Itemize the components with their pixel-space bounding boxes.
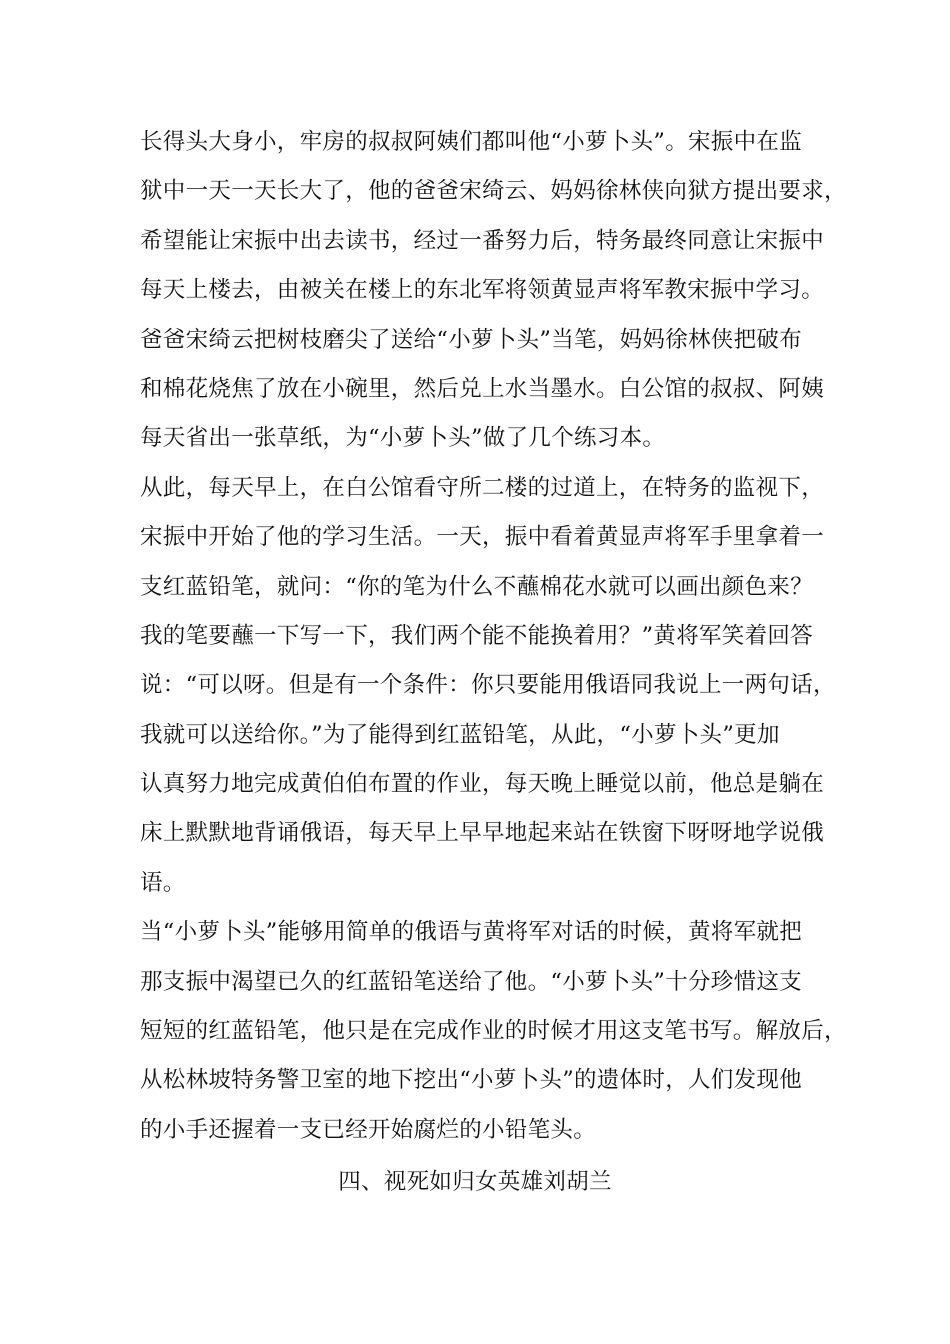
paragraph-3	[140, 908, 847, 1155]
paragraph-2	[140, 464, 840, 909]
body-text	[140, 118, 847, 1155]
text-line: 的小手还握着一支已经开始腐烂的小铅笔头。	[140, 1116, 597, 1143]
text-line: 语。	[140, 869, 186, 896]
text-line: 当“小萝卜头”能够用简单的俄语与黄将军对话的时候，黄将军就把	[140, 919, 803, 946]
section-heading: 四、视死如归女英雄刘胡兰	[338, 1169, 612, 1195]
text-line: 从松林坡特务警卫室的地下挖出“小萝卜头”的遗体时，人们发现他	[140, 1067, 803, 1094]
paragraph-1	[140, 118, 847, 464]
text-line: 那支振中渴望已久的红蓝铅笔送给了他。“小萝卜头”十分珍惜这支	[140, 968, 803, 995]
text-line: 床上默默地背诵俄语，每天早上早早地起来站在铁窗下呀呀地学说俄	[140, 820, 825, 847]
text-line: 长得头大身小，牢房的叔叔阿姨们都叫他“小萝卜头”。宋振中在监	[140, 129, 803, 155]
text-line: 短短的红蓝铅笔，他只是在完成作业的时候才用这支笔书写。解放后，	[140, 1018, 847, 1045]
text-line: 我就可以送给你。”为了能得到红蓝铅笔，从此，“小萝卜头”更加	[140, 721, 780, 748]
text-line: 说：“可以呀。但是有一个条件：你只要能用俄语同我说上一两句话，	[140, 672, 836, 699]
text-line: 支红蓝铅笔，就问：“你的笔为什么不蘸棉花水就可以画出颜色来？	[140, 573, 814, 600]
text-line: 每天上楼去，由被关在楼上的东北军将领黄显声将军教宋振中学习。	[140, 277, 825, 304]
text-line: 和棉花烧焦了放在小碗里，然后兑上水当墨水。白公馆的叔叔、阿姨	[140, 375, 825, 402]
text-line: 每天省出一张草纸，为“小萝卜头”做了几个练习本。	[140, 425, 666, 452]
text-line: 狱中一天一天长大了，他的爸爸宋绮云、妈妈徐林侠向狱方提出要求，	[140, 178, 847, 205]
text-line: 希望能让宋振中出去读书，经过一番努力后，特务最终同意让宋振中	[140, 227, 825, 254]
text-line: 宋振中开始了他的学习生活。一天，振中看着黄显声将军手里拿着一	[140, 524, 825, 551]
text-line: 我的笔要蘸一下写一下，我们两个能不能换着用？”黄将军笑着回答	[140, 622, 814, 649]
text-line: 爸爸宋绮云把树枝磨尖了送给“小萝卜头”当笔，妈妈徐林侠把破布	[140, 326, 803, 353]
text-line: 从此，每天早上，在白公馆看守所二楼的过道上，在特务的监视下，	[140, 474, 825, 501]
text-line: 认真努力地完成黄伯伯布置的作业，每天晚上睡觉以前，他总是躺在	[140, 771, 825, 798]
